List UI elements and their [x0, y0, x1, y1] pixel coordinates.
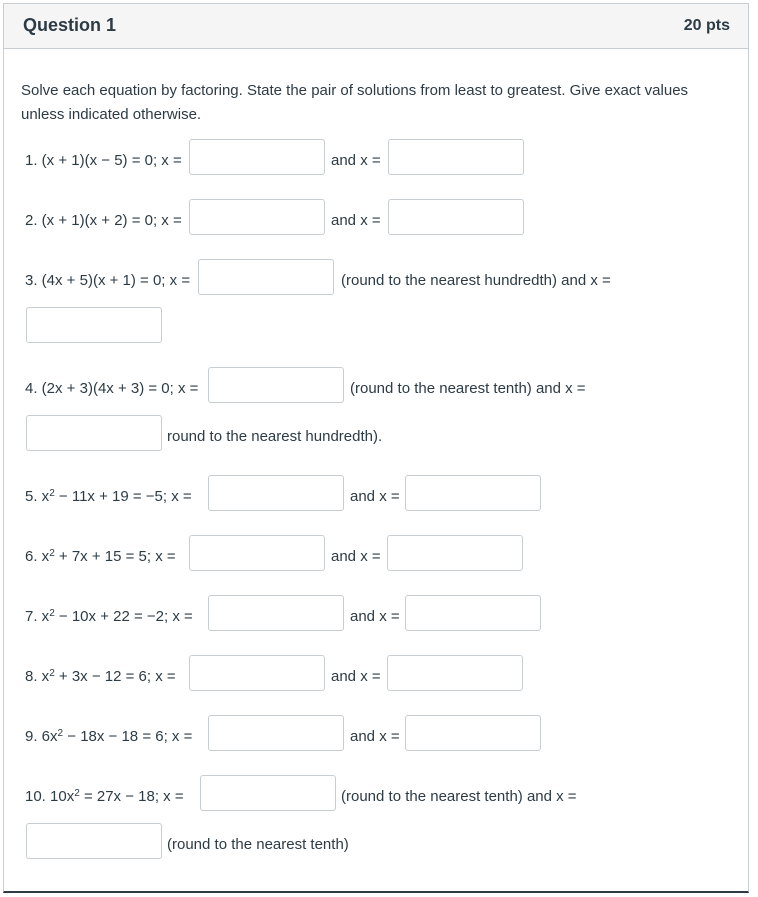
problem-2-and-label: and x = [331, 212, 381, 229]
problem-3-round-label: (round to the nearest hundredth) and x = [341, 272, 611, 289]
problem-4-prompt: 4. (2x + 3)(4x + 3) = 0; x = [25, 380, 199, 397]
problem-6-prompt: 6. $x^2 + 7x + 15 = 5$; x = [25, 548, 176, 565]
problem-8-answer-2[interactable] [387, 655, 523, 691]
problem-1-answer-2[interactable] [388, 139, 524, 175]
problem-5-answer-1[interactable] [208, 475, 344, 511]
problem-4-answer-2[interactable] [26, 415, 162, 451]
problem-4-round-label: (round to the nearest tenth) and x = [350, 380, 586, 397]
problem-4-answer-1[interactable] [208, 367, 344, 403]
problem-5-and-label: and x = [350, 488, 400, 505]
problem-7-prompt: 7. $x^2 - 10x + 22 = -2$; x = [25, 608, 193, 625]
problem-1-answer-1[interactable] [189, 139, 325, 175]
problem-8-and-label: and x = [331, 668, 381, 685]
problem-2-answer-1[interactable] [189, 199, 325, 235]
problem-7-answer-2[interactable] [405, 595, 541, 631]
problem-10-round-label: (round to the nearest tenth) and x = [341, 788, 577, 805]
problem-3-answer-1[interactable] [198, 259, 334, 295]
question-title: Question 1 [23, 15, 117, 35]
problem-3-answer-2[interactable] [26, 307, 162, 343]
problem-1-prompt: 1. (x + 1)(x − 5) = 0; x = [25, 152, 182, 169]
problem-8-answer-1[interactable] [189, 655, 325, 691]
problem-10-answer-2[interactable] [26, 823, 162, 859]
problem-9-and-label: and x = [350, 728, 400, 745]
problem-9-answer-2[interactable] [405, 715, 541, 751]
problem-7-and-label: and x = [350, 608, 400, 625]
problem-10-answer-1[interactable] [200, 775, 336, 811]
problem-6-answer-2[interactable] [387, 535, 523, 571]
question-points: 20 pts [683, 17, 730, 34]
question-header [4, 4, 748, 49]
problem-2-prompt: 2. (x + 1)(x + 2) = 0; x = [25, 212, 182, 229]
problem-9-prompt: 9. $6x^2 - 18x - 18 = 6$; x = [25, 728, 193, 745]
problem-6-answer-1[interactable] [189, 535, 325, 571]
problem-3-prompt: 3. (4x + 5)(x + 1) = 0; x = [25, 272, 191, 289]
problem-5-prompt: 5. $x^2 - 11x + 19 = -5$; x = [25, 488, 192, 505]
problem-1-and-label: and x = [331, 152, 381, 169]
problem-6-and-label: and x = [331, 548, 381, 565]
problem-10-tail-label: (round to the nearest tenth) [167, 836, 349, 853]
problem-2-answer-2[interactable] [388, 199, 524, 235]
problem-5-answer-2[interactable] [405, 475, 541, 511]
problem-4-tail-label: round to the nearest hundredth). [167, 428, 383, 445]
question-instructions: Solve each equation by factoring. State the pair of solutions from least to greatest. Give exact values unless indicated otherwise. [21, 82, 689, 123]
problem-9-answer-1[interactable] [208, 715, 344, 751]
problem-7-answer-1[interactable] [208, 595, 344, 631]
problem-8-prompt: 8. $x^2 + 3x - 12 = 6$; x = [25, 668, 176, 685]
problem-10-prompt: 10. $10x^2 = 27x - 18$; x = [25, 788, 184, 805]
